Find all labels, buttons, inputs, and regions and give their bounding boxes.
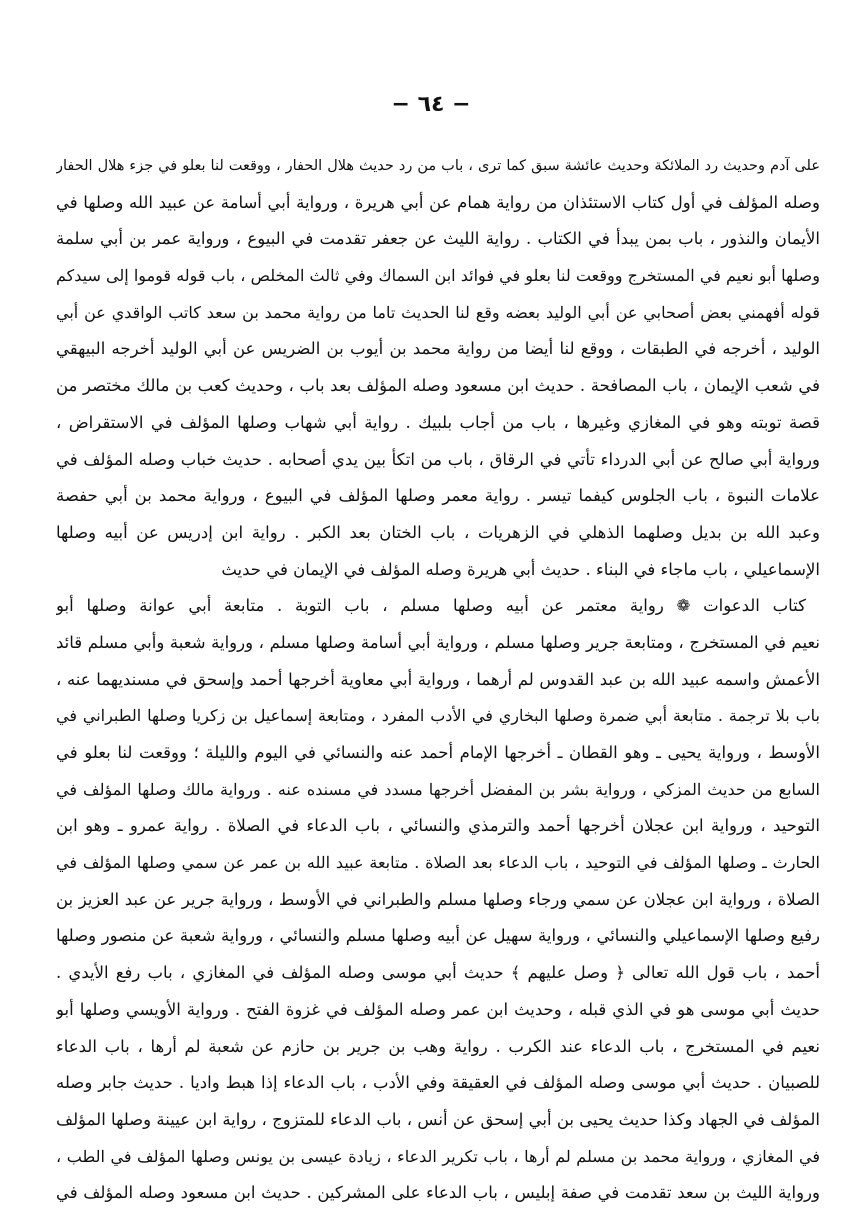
text-line: وعبد الله بن بديل وصلهما الذهلي في الزهريات ، باب الختان بعد الكبر . رواية ابن إدريس عن أبيه وصلها [56, 522, 820, 542]
text-line: نعيم في المستخرج ، باب الدعاء عند الكرب . رواية وهب بن جرير بن حازم عن شعبة لم أرها ، باب الدعاء [56, 1036, 820, 1056]
text-line: وصلها أبو نعيم في المستخرج ووقعت لنا بعلو في فوائد ابن السماك وفي ثالث المخلص ، باب قوله قوموا إلى سيدكم [56, 266, 820, 286]
text-line: وصله المؤلف في أول كتاب الاستئذان من رواية همام عن أبي هريرة ، ورواية أبي أسامة عن عبيد الله وصلها في [56, 192, 820, 212]
text-line: حديث أبي موسى هو في الذي قبله ، وحديث ابن عمر وصله المؤلف في غزوة الفتح . ورواية الأويسي وصلها أبو [56, 999, 820, 1019]
text-line: قصة توبته وهو في المغازي وغيرها ، باب من أجاب بلبيك . رواية أبي شهاب وصلها المؤلف في الاستقراض ، [56, 412, 820, 432]
text-line: الإسماعيلي ، باب ماجاء في البناء . حديث أبي هريرة وصله المؤلف في الإيمان في حديث [221, 559, 820, 579]
text-line: أحمد ، باب قول الله تعالى ﴿ وصل عليهم ﴾ حديث أبي موسى وصله المؤلف في المغازي ، باب رفع الأيدي . [56, 963, 820, 983]
text-line: ورواية الليث بن سعد تقدمت في صفة إبليس ، باب الدعاء على المشركين . حديث ابن مسعود وصله المؤلف في [56, 1183, 820, 1203]
text-line: في شعب الإيمان ، باب المصافحة . حديث ابن مسعود وصله المؤلف بعد باب ، وحديث كعب بن مالك مختصر من [56, 376, 820, 396]
text-line: السابع من حديث المزكي ، ورواية بشر بن المفضل أخرجها مسدد في مسنده عنه . ورواية مالك وصلها المؤلف في [56, 779, 820, 799]
text-line: علامات النبوة ، باب الجلوس كيفما تيسر . رواية معمر وصلها المؤلف في البيوع ، ورواية محمد بن أبي حفصة [56, 486, 820, 506]
body-text [56, 148, 820, 1212]
section-heading-line: كتاب الدعوات ❁ رواية معتمر عن أبيه وصلها مسلم ، باب التوبة . متابعة أبي عوانة وصلها أبو [56, 596, 806, 616]
page-number: − ٦٤ − [391, 92, 471, 117]
text-line: الحارث ـ وصلها المؤلف في التوحيد ، باب الدعاء بعد الصلاة . متابعة عبيد الله بن عمر عن سمي وصلها المؤلف في [56, 853, 820, 873]
text-line: على آدم وحديث رد الملائكة وحديث عائشة سبق كما ترى ، باب من رد حديث هلال الحفار ، ووقعت لنا بعلو في جزء هلال الحفار [56, 158, 820, 174]
text-line: في المغازي ، ورواية محمد بن مسلم لم أرها ، باب تكرير الدعاء ، زيادة عيسى بن يونس وصلها المؤلف في الطب ، [56, 1146, 820, 1166]
text-line: ورواية أبي صالح عن أبي الدرداء تأتي في الرقاق ، باب من اتكأ بين يدي أصحابه . حديث خباب وصله المؤلف في [56, 449, 820, 469]
text-line: رفيع وصلها الإسماعيلي والنسائي ، ورواية سهيل عن أبيه وصلها مسلم والنسائي ، ورواية شعبة عن منصور وصلها [56, 926, 820, 946]
text-line: نعيم في المستخرج ، ومتابعة جرير وصلها مسلم ، ورواية أبي أسامة وصلها مسلم ، ورواية شعبة وأبي مسلم قائد [56, 632, 820, 652]
text-line: قوله أفهمني بعض أصحابي عن أبي الوليد بعضه وقع لنا الحديث تاما من رواية محمد بن سعد كاتب الواقدي عن أبي [56, 302, 820, 322]
text-line: للصبيان . حديث أبي موسى وصله المؤلف في العقيقة وفي الأدب ، باب الدعاء إذا هبط واديا . حديث جابر وصله [56, 1073, 820, 1093]
text-line: الأوسط ، ورواية يحيى ـ وهو القطان ـ أخرجها الإمام أحمد عنه والنسائي في اليوم والليلة ؛ ووقعت لنا بعلو في [56, 743, 820, 762]
text-line: الصلاة ، ورواية ابن عجلان عن سمي ورجاء وصلها مسلم والطبراني في الأوسط ، ورواية جرير عن عبد العزيز بن [56, 889, 820, 909]
text-line: الوليد ، أخرجه في الطبقات ، ووقع لنا أيضا من رواية محمد بن أيوب بن الضريس عن أبي الوليد أخرجه البيهقي [56, 339, 820, 359]
text-line: الأعمش واسمه عبيد الله بن عبد القدوس لم أرهما ، ورواية أبي معاوية أخرجها أحمد وإسحق في مسنديهما عنه ، [56, 669, 820, 689]
text-line: المؤلف في الجهاد وكذا حديث يحيى بن أبي إسحق عن أنس ، باب الدعاء للمتزوج ، رواية ابن عيينة وصلها المؤلف [56, 1109, 820, 1129]
text-line: باب بلا ترجمة . متابعة أبي ضمرة وصلها البخاري في الأدب المفرد ، ومتابعة إسماعيل بن زكريا وصلها الطبراني في [56, 706, 820, 726]
text-line: التوحيد ، ورواية ابن عجلان أخرجها أحمد والترمذي والنسائي ، باب الدعاء في الصلاة . رواية عمرو ـ وهو ابن [56, 816, 820, 836]
text-line: الأيمان والنذور ، باب بمن يبدأ في الكتاب . رواية الليث عن جعفر تقدمت في البيوع ، ورواية عمر بن أبي سلمة [56, 229, 820, 249]
